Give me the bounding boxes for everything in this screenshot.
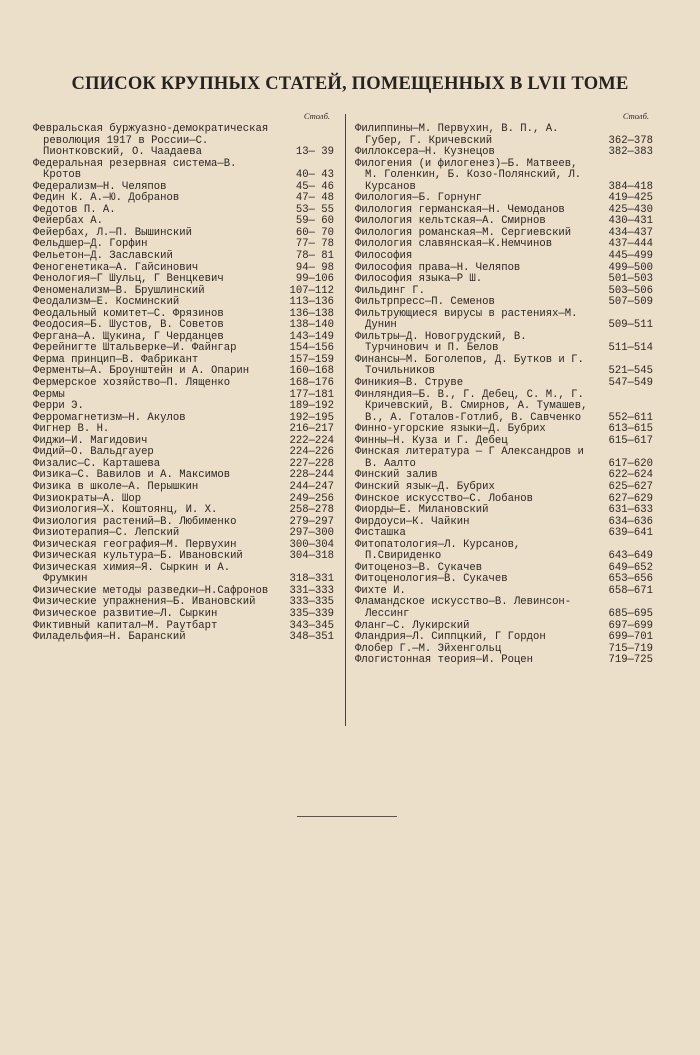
article-title: Флогистонная теория—И. Роцен [355,654,534,667]
article-title: Физическое развитие—Л. Сыркин [33,607,218,620]
column-range: 227—228 [289,457,334,470]
article-title: Физиология растений—В. Любименко [33,515,237,528]
article-title: Фильтрпресс—П. Семенов [355,296,495,309]
article-title: Фитоценология—В. Сукачев [355,573,508,586]
column-range: 53— 55 [295,203,334,216]
column-range: 437—444 [608,238,653,251]
right-column [355,111,653,667]
article-entry [33,378,334,390]
article-title: Финансы—М. Боголепов, Д. Бутков и Г. Точильников [355,353,584,378]
article-title: Филадельфия—Н. Баранский [33,631,186,644]
column-range: 552—611 [608,411,653,424]
article-title: Филогения (и филогенез)—Б. Матвеев, М. Голенкин, Б. Козо-Полянский, Л. Курсанов [355,157,582,193]
column-range: 617—620 [608,457,653,470]
article-title: Ферромагнетизм—Н. Акулов [33,411,186,424]
article-title: Фильтрующиеся вирусы в растениях—М. Дунин [355,307,578,332]
article-entry [33,401,334,413]
article-title: Физические упражнения—Б. Ивановский [33,596,256,609]
article-title: Фейербах А. [33,215,103,228]
column-range: 154—156 [289,342,334,355]
column-range: 362—378 [608,134,653,147]
article-entry [33,124,334,159]
article-entry [355,378,653,390]
column-range: 501—503 [608,273,653,286]
column-divider [345,114,346,726]
article-title: Ферри Э. [33,400,84,413]
article-entry [355,597,653,620]
column-range: 99—106 [295,273,334,286]
column-range: 649—652 [608,561,653,574]
page-title: СПИСОК КРУПНЫХ СТАТЕЙ, ПОМЕЩЕННЫХ В LVII ТОМЕ [71,74,629,94]
column-range: 40— 43 [295,169,334,182]
article-title: Физика в школе—А. Перышкин [33,480,199,493]
article-entry [33,274,334,286]
column-range: 658—671 [608,584,653,597]
article-title: Физическая культура—Б. Ивановский [33,550,243,563]
bottom-divider [297,816,397,817]
article-entry [355,332,653,355]
column-range: 222—224 [289,434,334,447]
column-range: 335—339 [289,607,334,620]
article-title: Фильдинг Г. [355,284,425,297]
article-entry [355,632,653,644]
article-title: Фландрия—Л. Сиппцкий, Г Гордон [355,631,546,644]
article-title: Философия языка—Р Ш. [355,273,483,286]
column-range: 382—383 [608,146,653,159]
column-range: 511—514 [608,342,653,355]
column-range: 639—641 [608,527,653,540]
article-entry [33,609,334,621]
article-title: Физиология—Х. Коштоянц, И. Х. [33,504,218,517]
article-title: Фермы [33,388,65,401]
article-title: Фенология—Г Шульц, Г Венцкевич [33,273,224,286]
article-title: Феодосия—Б. Шустов, В. Советов [33,319,224,332]
article-title: Ферейнигте Штальверке—И. Файнгар [33,342,237,355]
article-title: Феодальный комитет—С. Фрязинов [33,307,224,320]
article-title: Ферменты—А. Броунштейн и А. Опарин [33,365,250,378]
column-range: 507—509 [608,296,653,309]
column-range: 509—511 [608,319,653,332]
article-title: Физическая география—М. Первухин [33,538,237,551]
column-range: 348—351 [289,631,334,644]
article-title: Фитопатология—Л. Курсанов, П.Свириденко [355,538,521,563]
article-title: Финны—Н. Куза и Г. Дебец [355,434,508,447]
article-entry [33,632,334,644]
article-title: Флобер Г.—М. Эйхенгольц [355,642,502,655]
column-range: 384—418 [608,180,653,193]
article-title: Финно-угорские языки—Д. Бубрих [355,423,546,436]
article-entry [33,563,334,586]
article-entry [33,159,334,182]
column-range: 613—615 [608,423,653,436]
article-title: Филиппины—М. Первухин, В. П., А. Губер, Г. Кричевский [355,123,559,147]
article-title: Фиорды—Е. Милановский [355,504,489,517]
column-range: 143—149 [289,330,334,343]
column-range: 625—627 [608,480,653,493]
article-title: Финский язык—Д. Бубрих [355,480,495,493]
article-title: Фельдшер—Д. Горфин [33,238,148,251]
article-entry [355,447,653,470]
column-range: 47— 48 [295,192,334,205]
article-entry [355,274,653,286]
article-title: Федеральная резервная система—В. Кротов [33,157,237,182]
article-title: Филология романская—М. Сергиевский [355,226,572,239]
column-range: 615—617 [608,434,653,447]
article-title: Финляндия—Б. В., Г. Дебец, С. М., Г. Кричевский, В. Смирнов, А. Тумашев, В., А. Готалов-Готлиб, В. Савченко [355,388,588,424]
article-title: Финское искусство—С. Лобанов [355,492,534,505]
article-title: Фитоценоз—В. Сукачев [355,561,483,574]
article-entry [355,655,653,667]
article-title: Ферма принцип—В. Фабрикант [33,353,199,366]
column-range: 13— 39 [295,146,334,159]
column-range: 445—499 [608,250,653,263]
column-range: 59— 60 [295,215,334,228]
left-entry-list [33,124,334,644]
column-range: 228—244 [289,469,334,482]
column-range: 343—345 [289,619,334,632]
column-range: 425—430 [608,203,653,216]
column-range: 715—719 [608,642,653,655]
column-range: 279—297 [289,515,334,528]
article-title: Финский залив [355,469,438,482]
column-range: 419—425 [608,192,653,205]
column-range: 634—636 [608,515,653,528]
article-entry [355,251,653,263]
article-title: Февральская буржуазно-демократическая революция 1917 в России—С. Пионтковский, О. Чаадаева [33,123,269,159]
column-range: 94— 98 [295,261,334,274]
column-range: 60— 70 [295,226,334,239]
article-title: Фирдоуси—К. Чайкин [355,515,470,528]
column-range: 78— 81 [295,250,334,263]
article-title: Физиократы—А. Шор [33,492,142,505]
article-title: Фергана—А. Щукина, Г Черданцев [33,330,224,343]
column-range: 333—335 [289,596,334,609]
article-title: Филология—Б. Горнунг [355,192,483,205]
article-title: Филология германская—Н. Чемоданов [355,203,565,216]
column-range: 107—112 [289,284,334,297]
column-range: 136—138 [289,307,334,320]
article-title: Фильтры—Д. Новогрудский, В. Турчинович и П. Белов [355,330,527,355]
column-range: 77— 78 [295,238,334,251]
column-range: 192—195 [289,411,334,424]
article-title: Филология славянская—К.Немчинов [355,238,553,251]
column-range: 304—318 [289,550,334,563]
column-range: 631—633 [608,504,653,517]
article-title: Филлоксера—Н. Кузнецов [355,146,495,159]
column-range: 249—256 [289,492,334,505]
article-title: Фельетон—Д. Заславский [33,250,173,263]
column-range: 45— 46 [295,180,334,193]
column-header-right: Столб. [622,111,649,121]
article-entry [355,540,653,563]
column-range: 430—431 [608,215,653,228]
left-column [33,111,334,644]
column-range: 699—701 [608,631,653,644]
column-range: 138—140 [289,319,334,332]
column-range: 503—506 [608,284,653,297]
column-range: 157—159 [289,353,334,366]
column-range: 627—629 [608,492,653,505]
article-entry [355,124,653,147]
article-title: Фермерское хозяйство—П. Лященко [33,377,231,390]
column-range: 434—437 [608,226,653,239]
article-title: Фейербах, Л.—П. Вышинский [33,226,192,239]
column-range: 297—300 [289,527,334,540]
article-entry [355,390,653,425]
article-title: Феодализм—Е. Косминский [33,296,180,309]
article-title: Физическая химия—Я. Сыркин и А. Фрумкин [33,561,231,586]
right-entry-list [355,124,653,667]
article-title: Финикия—В. Струве [355,377,464,390]
article-title: Фисташка [355,527,406,540]
column-range: 168—176 [289,377,334,390]
article-title: Философия права—Н. Челяпов [355,261,521,274]
column-range: 685—695 [608,607,653,620]
article-entry [355,528,653,540]
article-entry [355,159,653,194]
column-range: 244—247 [289,480,334,493]
article-entry [355,505,653,517]
article-title: Фланг—С. Лукирский [355,619,470,632]
article-entry [355,147,653,159]
article-title: Фидий—О. Вальдгауер [33,446,154,459]
article-entry [33,505,334,517]
article-entry [33,251,334,263]
article-title: Финская литература — Г Александров и В. Аалто [355,446,584,470]
article-title: Федин К. А.—Ю. Добранов [33,192,180,205]
column-range: 318—331 [289,573,334,586]
article-title: Философия [355,250,413,263]
column-range: 499—500 [608,261,653,274]
article-title: Филология кельтская—А. Смирнов [355,215,546,228]
article-entry [355,355,653,378]
article-title: Физалис—С. Карташева [33,457,161,470]
column-range: 300—304 [289,538,334,551]
article-title: Фихте И. [355,584,406,597]
article-title: Фиктивный капитал—М. Раутбарт [33,619,218,632]
article-title: Феногенетика—А. Гайсинович [33,261,199,274]
article-title: Федерализм—Н. Челяпов [33,180,167,193]
column-range: 113—136 [289,296,334,309]
article-title: Феноменализм—В. Брушлинский [33,284,205,297]
column-range: 160—168 [289,365,334,378]
column-range: 177—181 [289,388,334,401]
column-range: 189—192 [289,400,334,413]
column-range: 258—278 [289,504,334,517]
column-range: 224—226 [289,446,334,459]
article-entry [355,482,653,494]
column-range: 719—725 [608,654,653,667]
article-entry [33,482,334,494]
article-entry [33,528,334,540]
column-range: 653—656 [608,573,653,586]
article-title: Федотов П. А. [33,203,116,216]
column-range: 697—699 [608,619,653,632]
column-range: 547—549 [608,377,653,390]
article-title: Фламандское искусство—В. Левинсон-Лессинг [355,596,572,620]
article-title: Физика—С. Вавилов и А. Максимов [33,469,231,482]
column-range: 216—217 [289,423,334,436]
column-range: 521—545 [608,365,653,378]
article-title: Физиотерапия—С. Лепский [33,527,180,540]
article-title: Фиджи—И. Магидович [33,434,148,447]
article-title: Физические методы разведки—Н.Сафронов [33,584,269,597]
column-range: 331—333 [289,584,334,597]
article-entry [355,309,653,332]
column-range: 622—624 [608,469,653,482]
article-title: Фигнер В. Н. [33,423,110,436]
column-header-left: Столб. [303,111,330,121]
column-range: 643—649 [608,550,653,563]
